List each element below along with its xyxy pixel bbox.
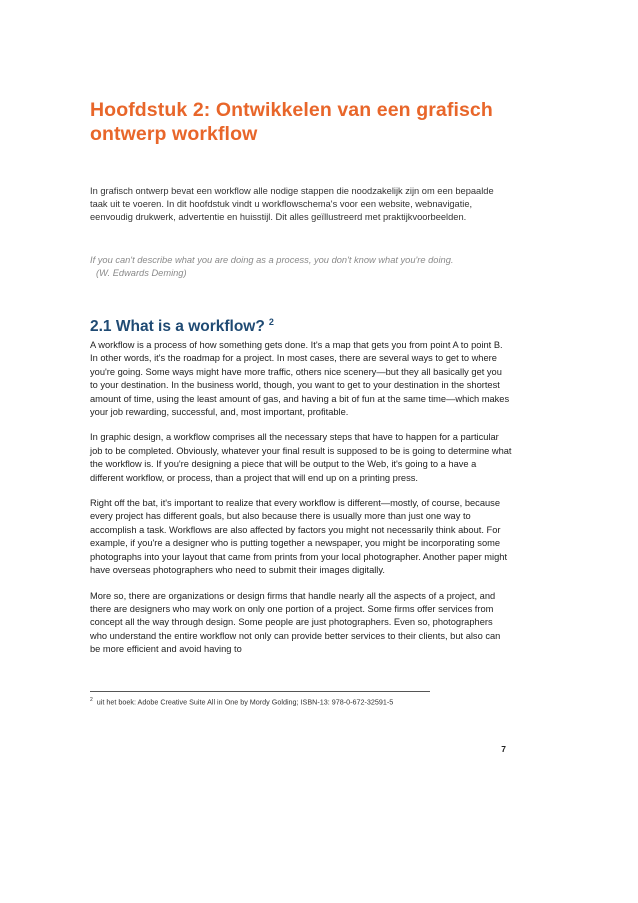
paragraph-1: A workflow is a process of how something gets done. It's a map that gets you from point A to point B. In other words, it's the roadmap for a project. In most cases, there are several ways to get to where you're going. Some ways might have more traffic, others nice scenery—but they all basically get you to your destination. In the business world, though, you want to get to your destination in the shortest amount of time, using the least amount of gas, and having a bit of fun at the same time—which makes your job rewarding, successful, and, most important, profitable. [90,340,510,418]
quote [90,254,510,280]
footnote [90,695,510,707]
section-title-text: 2.1 What is a workflow? [90,318,265,336]
section-body [90,339,512,669]
footnote-number: 2 [90,697,93,703]
quote-text: If you can't describe what you are doing as a process, you don't know what you're doing. [90,255,454,265]
chapter-intro: In grafisch ontwerp bevat een workflow alle nodige stappen die noodzakelijk zijn om een bepaalde taak uit te voeren. In dit hoofdstuk vindt u workflowschema's voor een website, webnavigatie, eenvoudig drukwerk, advertentie en huisstijl. Dit alles geïllustreerd met praktijkvoorbeelden. [90,186,494,223]
footnote-text: uit het boek: Adobe Creative Suite All in One by Mordy Golding; ISBN-13: 978-0-672-32591-5 [96,697,394,707]
section-title [90,312,510,337]
chapter-title: Hoofdstuk 2: Ontwikkelen van een grafisch ontwerp workflow [90,99,493,145]
quote-source: (W. Edwards Deming) [96,268,187,279]
paragraph-2: In graphic design, a workflow comprises all the necessary steps that have to happen for a particular job to be completed. Obviously, whatever your final result is supposed to be is going to determine what the workflow is. If you're designing a piece that will be output to the Web, it's going to a have a different workflow, or process, than a project that will end up on a printing press. [90,432,512,483]
page-number: 7 [501,744,506,754]
paragraph-4: More so, there are organizations or design firms that handle nearly all the aspects of a project, and there are designers who may work on only one portion of a project. Some firms offer services from concept all the way through design. Some people are just photographers. Even so, photographers who understand the entire workflow not only can provide better services to their clients, but also can be more efficient and avoid having to [90,590,501,655]
paragraph-3: Right off the bat, it's important to realize that every workflow is different—mostly, of course, because every project has different goals, but also because there is usually more than just one way to accomplish a task. Workflows are also affected by factors you might not necessarily think about. For example, if you're a designer who is putting together a newspaper, you might be incorporating some photographs into your layout that came from prints from your local photographer. Another paper might have overseas photographers who need to submit their images digitally. [90,498,508,576]
footnote-divider [90,691,430,692]
footnote-reference: 2 [268,317,274,327]
